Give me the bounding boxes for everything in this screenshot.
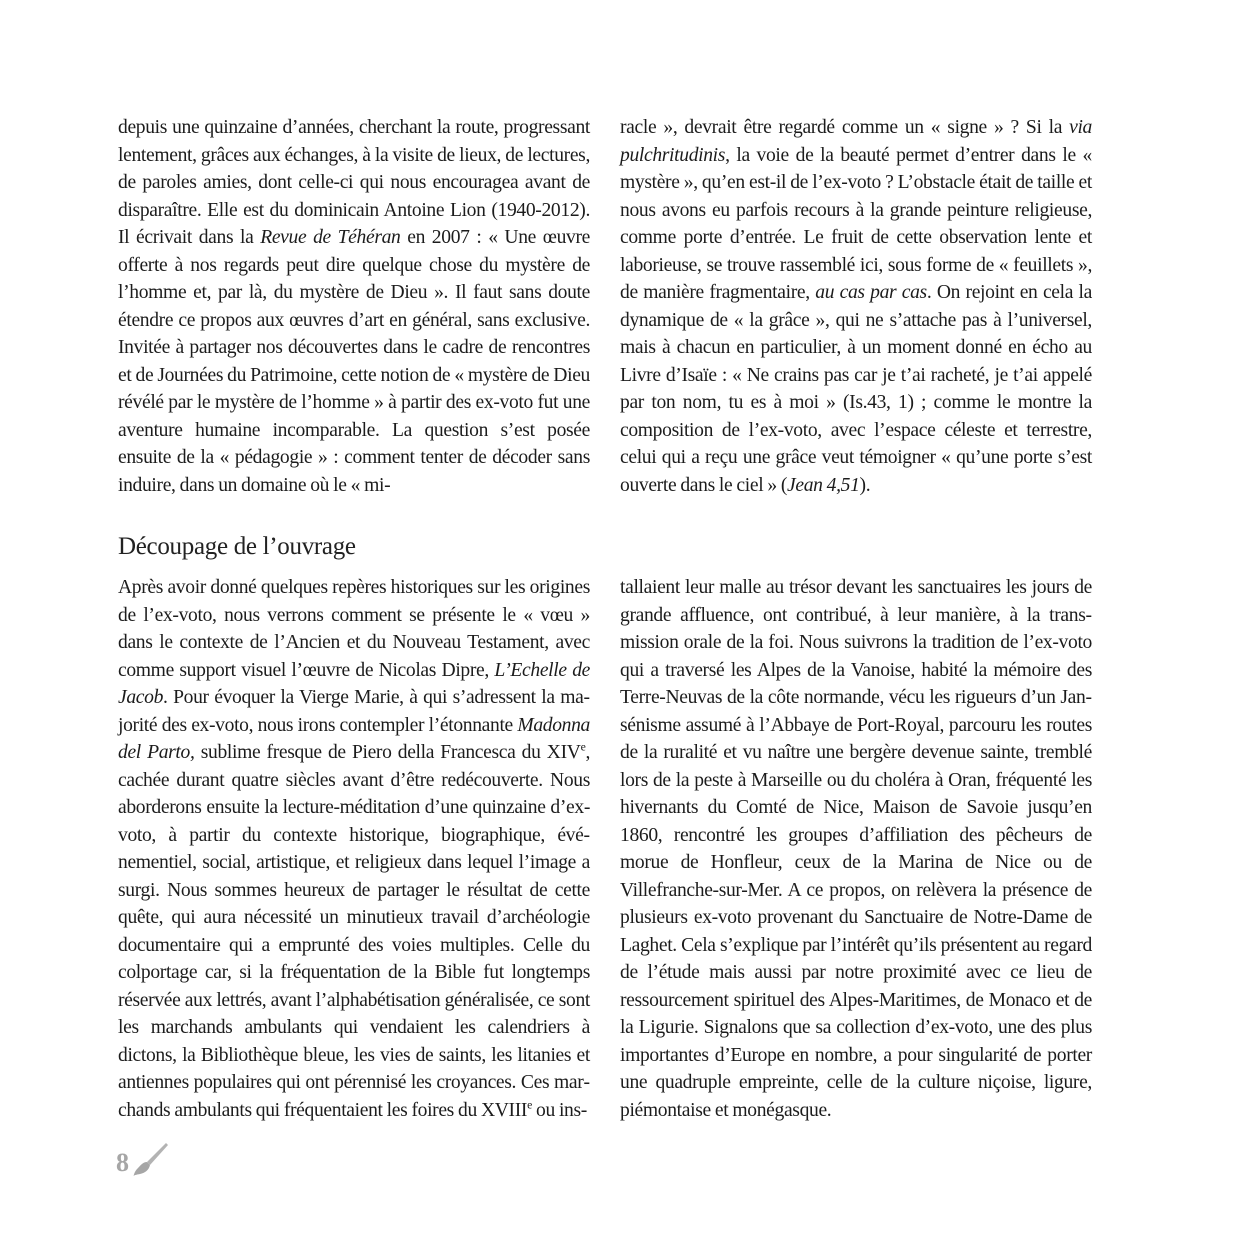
text-run: tallaient leur malle au trésor devant les sanctuaires les jours de grande affluence, ont contribué, à leur manière, à la transmission orale de la foi. Nous suivrons la tradition de l’ex-voto qui a traversé les Alpes de la Vanoise, habité la mémoire des Terre-Neuvas de la côte normande, vécu les rigueurs d’un Jansénisme assumé à l’Abbaye de Port-Royal, parcouru les routes de la ruralité et vu naître une bergère devenue sainte, tremblé lors de la peste à Marseille ou du choléra à Oran, fréquenté les hivernants du Comté de Nice, Maison de Savoie jusqu’en 1860, rencontré les groupes d’affiliation des pêcheurs de morue de Honfleur, ceux de la Marina de Nice ou de Villefranche-sur-Mer. A ce propos, on relèvera la présence de plusieurs ex-voto provenant du Sanctuaire de Notre-Dame de Laghet. Cela s’explique par l’intérêt qu’ils présentent au regard de l’étude mais aussi par notre proximité avec ce lieu de ressourcement spirituel des Alpes-Maritimes, de Monaco et de la Ligurie. Signalons que sa collection d’ex-voto, une des plus importantes d’Europe en nombre, a pour singularité de porter une quadruple empreinte, celle de la culture niçoise, ligure, piémontaise et monégasque.: [620, 577, 1092, 1121]
intro-right-column: [620, 114, 1092, 499]
text-run: depuis une quinzaine d’années, cherchant la route, progressant lentement, grâces aux échanges, à la visite de lieux, de lectures, de paroles amies, dont celle-ci qui nous encouragea avant de disparaître. Elle est du dominicain Antoine Lion (1940-2012). Il écrivait dans la: [118, 117, 590, 248]
text-run: . Pour évoquer la Vierge Marie, à qui s’adressent la majorité des ex-voto, nous irons contempler l’étonnante: [118, 687, 590, 736]
text-run: , la voie de la beauté permet d’entrer dans le « mystère », qu’en est-il de l’ex-voto ? L’obstacle était de taille et nous avons eu parfois recours à la grande peinture religieuse, comme porte d’entrée. Le fruit de cette observation lente et laborieuse, se trouve rassemblé ici, sous forme de « feuillets », de manière fragmentaire,: [620, 144, 1092, 303]
italic-text: Jean 4,51: [787, 474, 860, 496]
paragraph: [620, 574, 1092, 1124]
page-number: 8: [116, 1148, 129, 1177]
paintbrush-icon: [133, 1140, 169, 1178]
body-left-column: [118, 574, 590, 1124]
text-run: en 2007 : « Une œuvre offerte à nos regards peut dire quelque chose du mystère de l’homme et, par là, du mystère de Dieu ». Il faut sans doute étendre ce propos aux œuvres d’art en général, sans exclusive. Invitée à partager nos découvertes dans le cadre de rencontres et de Journées du Patrimoine, cette notion de « mystère de Dieu révélé par le mystère de l’homme » à partir des ex-voto fut une aventure humaine incomparable. La question s’est posée ensuite de la « pédagogie » : comment tenter de décoder sans induire, dans un domaine où le « mi-: [118, 227, 590, 496]
intro-left-column: [118, 114, 590, 499]
paragraph: [620, 114, 1092, 499]
text-run: ).: [859, 474, 871, 496]
text-run: . On rejoint en cela la dynamique de « la grâce », qui ne s’attache pas à l’universel, mais à chacun en particulier, à un moment donné en écho au Livre d’Isaïe : « Ne crains pas car je t’ai racheté, je t’ai appelé par ton nom, tu es à moi » (Is.43, 1) ; comme le montre la composition de l’ex-voto, avec l’espace céleste et terrestre, celui qui a reçu une grâce veut témoigner « qu’une porte s’est ouverte dans le ciel » (: [620, 282, 1092, 496]
superscript: e: [527, 1097, 532, 1111]
text-run: sublime fresque de Piero della Francesca du XIV: [194, 742, 581, 763]
text-run: ou ins-: [531, 1099, 587, 1121]
paragraph: [118, 114, 590, 499]
text-run: racle », devrait être regardé comme un « signe » ? Si la: [620, 117, 1070, 138]
italic-text: L’Echelle de Jacob: [118, 659, 590, 708]
superscript: e: [580, 740, 586, 754]
italic-text: Revue de Téhéran: [260, 227, 401, 248]
italic-text: au cas par cas: [815, 282, 927, 303]
italic-text: via pulchritudinis: [620, 117, 1092, 166]
page-footer: [116, 1138, 169, 1178]
paragraph: [118, 574, 590, 1124]
text-run: , cachée durant quatre siècles avant d’être redécouverte. Nous aborderons ensuite la lecture-méditation d’une quinzaine d’ex-voto, à partir du contexte historique, biographique, événementiel, social, artistique, et religieux dans lequel l’image a surgi. Nous sommes heureux de partager le résultat de cette quête, qui aura nécessité un minutieux travail d’archéologie documentaire qui a emprunté des voies multiples. Celle du colportage car, si la fréquentation de la Bible fut longtemps réservée aux lettrés, avant l’alphabétisation généralisée, ce sont les marchands ambulants qui vendaient les calendriers à dictons, la Bibliothèque bleue, les vies de saints, les litanies et antiennes populaires qui ont pérennisé les croyances. Ces marchands ambulants qui fréquentaient les foires du XVIII: [118, 742, 590, 1121]
text-run: Après avoir donné quelques repères historiques sur les origines de l’ex-voto, nous verrons comment se présente le « vœu » dans le contexte de l’Ancien et du Nouveau Testament, avec comme support visuel l’œuvre de Nicolas Dipre,: [118, 577, 590, 681]
section-heading: Découpage de l’ouvrage: [118, 533, 356, 560]
body-right-column: [620, 574, 1092, 1124]
italic-text: Madonna del Parto,: [118, 714, 590, 763]
